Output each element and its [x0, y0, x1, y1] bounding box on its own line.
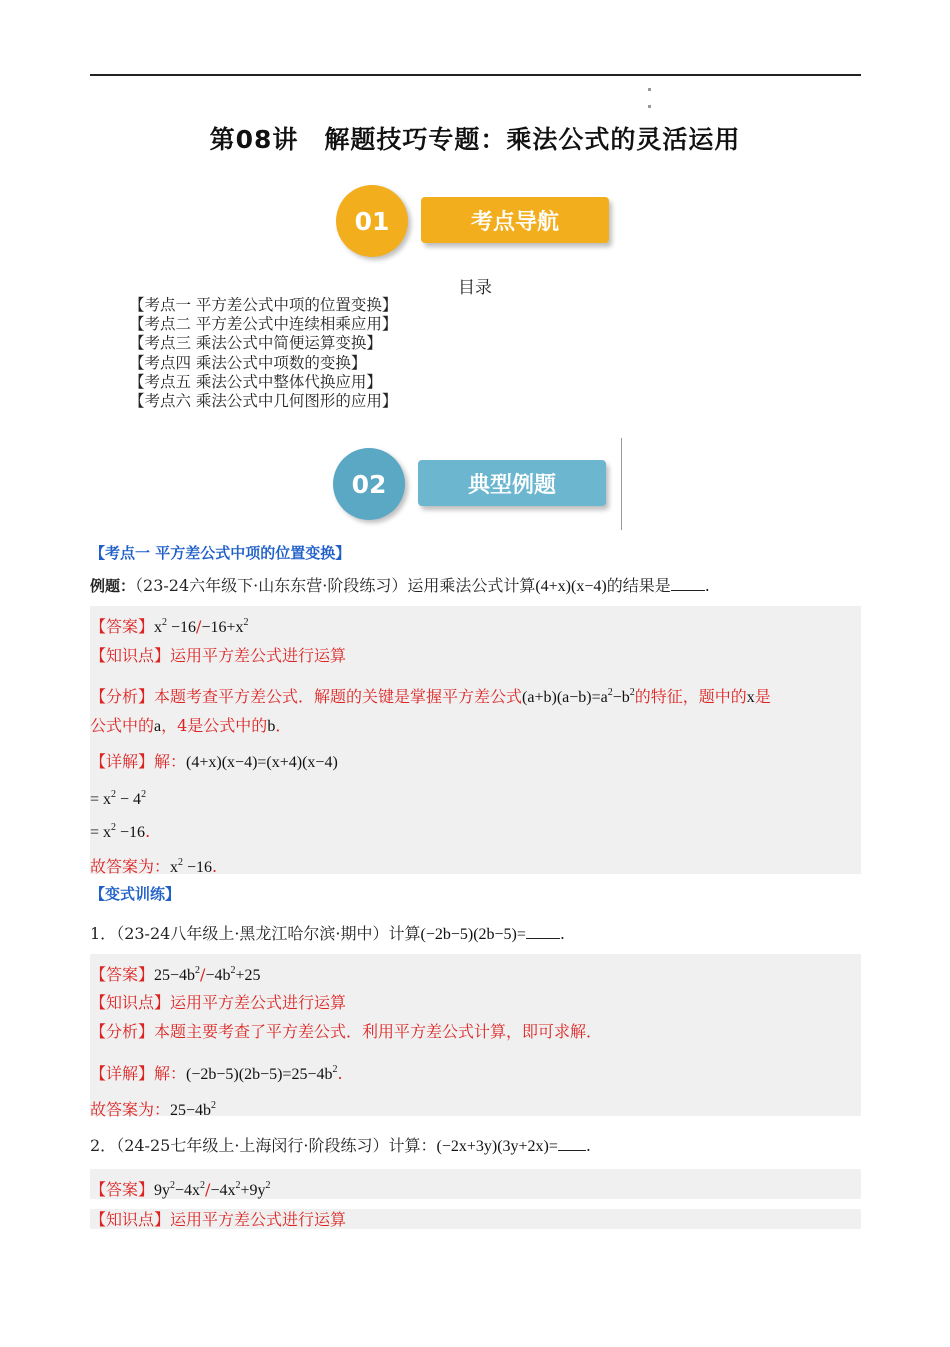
toc-item[interactable]: 【考点六 乘法公式中几何图形的应用】: [129, 392, 398, 411]
badge-label: 考点导航: [421, 197, 609, 243]
question-2: [90, 1136, 591, 1157]
toc-item[interactable]: 【考点二 平方差公式中连续相乘应用】: [129, 315, 398, 334]
detail-expr: $(-2b-5)(2b-5)=25-4b^2$: [186, 1064, 338, 1083]
question-expr: (−2b−5)(2b−5)=: [420, 926, 526, 943]
question-number: 2．: [90, 1136, 117, 1155]
question-source: （24-25七年级上·上海闵行·阶段练习）计算：: [116, 1136, 437, 1155]
question-source: （23-24八年级上·黑龙江哈尔滨·期中）计算: [116, 924, 421, 943]
example-tail: 的结果是: [606, 576, 671, 595]
answer-blank: [526, 938, 560, 939]
toc-item[interactable]: 【考点三 乘法公式中简便运算变换】: [129, 334, 382, 353]
variable-a: a: [154, 718, 162, 735]
answer-line: [90, 961, 261, 986]
knowledge-line: [90, 993, 346, 1013]
knowledge-tag: 【知识点】: [90, 993, 171, 1012]
badge-number: 02: [333, 448, 405, 520]
detail-step-3-expr: = $x^2 -16$: [90, 822, 146, 841]
knowledge-line: [90, 646, 346, 666]
detail-step-3: [90, 818, 150, 843]
answer-2: $-4x^2+9y^2$: [210, 1180, 271, 1199]
analysis-text: ，4是公式中的: [161, 716, 268, 735]
question-1: [90, 924, 565, 945]
detail-line: [90, 1060, 343, 1085]
answer-1: $9y^2-4x^2$: [154, 1180, 206, 1199]
knowledge-text: 运用平方差公式进行运算: [170, 993, 347, 1012]
example-end: .: [704, 576, 710, 595]
detail-lead: 解：: [154, 752, 187, 771]
final-lead: 故答案为：: [90, 857, 171, 876]
answer-blank: [671, 590, 705, 591]
knowledge-tag: 【知识点】: [90, 646, 171, 665]
question-end: .: [585, 1136, 591, 1155]
knowledge-line: [90, 1210, 346, 1230]
analysis-text: 的特征，题中的: [634, 687, 747, 706]
final-answer-line: [90, 1096, 216, 1121]
knowledge-tag: 【知识点】: [90, 1210, 171, 1229]
knowledge-text: 运用平方差公式进行运算: [170, 1210, 347, 1229]
answer-sep: /: [196, 617, 202, 636]
answer-tag: 【答案】: [90, 965, 155, 984]
analysis-text: 是: [754, 687, 771, 706]
detail-step-1: (4+x)(x−4)=(x+4)(x−4): [186, 754, 338, 771]
final-answer-line: [90, 853, 217, 878]
table-of-contents: [129, 296, 397, 411]
final-answer: $25-4b^2$: [170, 1100, 217, 1119]
toc-item[interactable]: 【考点一 平方差公式中项的位置变换】: [129, 296, 398, 314]
header-rule: [90, 74, 861, 76]
final-dot: .: [212, 857, 218, 876]
answer-tag: 【答案】: [90, 1180, 155, 1199]
decorative-dots: [648, 88, 652, 122]
detail-dot: .: [337, 1064, 343, 1083]
answer-2: $-16+x^2$: [201, 617, 249, 636]
formula: $(a+b)(a-b)=a^2-b^2$: [522, 687, 635, 706]
analysis-text: 本题考查平方差公式．解题的关键是掌握平方差公式: [154, 687, 523, 706]
analysis-tag: 【分析】: [90, 687, 155, 706]
detail-lead: 解：: [154, 1064, 187, 1083]
analysis-line-1: [90, 683, 771, 708]
section-heading: 【考点一 平方差公式中项的位置变换】: [90, 544, 351, 562]
final-lead: 故答案为：: [90, 1100, 171, 1119]
answer-sep: /: [200, 965, 206, 984]
variable-x: x: [746, 689, 755, 706]
example-source: （23-24六年级下·山东东营·阶段练习）运用乘法公式计算: [135, 576, 536, 595]
question-expr: (−2x+3y)(3y+2x)=: [436, 1138, 558, 1155]
analysis-text: 本题主要考查了平方差公式．利用平方差公式计算，即可求解．: [154, 1022, 603, 1041]
detail-tag: 【详解】: [90, 1064, 155, 1083]
badge-number: 01: [336, 185, 408, 257]
example-question: [90, 576, 710, 597]
answer-sep: /: [205, 1180, 211, 1199]
toc-item[interactable]: 【考点五 乘法公式中整体代换应用】: [129, 372, 382, 391]
answer-tag: 【答案】: [90, 617, 155, 636]
variable-b: b: [267, 718, 276, 735]
analysis-line-2: [90, 716, 291, 737]
answer-2: $-4b^2+25$: [205, 965, 261, 984]
answer-blank: [558, 1150, 586, 1151]
detail-step-2-expr: = $x^2 - 4^2$: [90, 789, 147, 808]
detail-line: [90, 752, 338, 773]
toc-title: 目录: [458, 278, 492, 298]
analysis-tag: 【分析】: [90, 1022, 155, 1041]
analysis-line: [90, 1022, 602, 1042]
badge-label: 典型例题: [418, 460, 606, 506]
detail-dot: .: [145, 822, 151, 841]
knowledge-text: 运用平方差公式进行运算: [170, 646, 347, 665]
analysis-text: ．: [275, 716, 292, 735]
variant-heading: 【变式训练】: [90, 885, 181, 903]
answer-line: [90, 1176, 271, 1201]
analysis-text: 公式中的: [90, 716, 155, 735]
page-title: 第08讲 解题技巧专题：乘法公式的灵活运用: [209, 125, 741, 154]
example-expr: (4+x)(x−4): [535, 578, 607, 595]
example-lead: 例题：: [90, 577, 136, 595]
detail-tag: 【详解】: [90, 752, 155, 771]
question-number: 1．: [90, 924, 117, 943]
toc-item[interactable]: 【考点四 乘法公式中项数的变换】: [129, 353, 367, 372]
divider: [621, 438, 622, 530]
answer-1: $25-4b^2$: [154, 965, 201, 984]
answer-1: $x^2 -16$: [154, 617, 197, 636]
detail-step-2: [90, 785, 146, 810]
question-end: .: [559, 924, 565, 943]
answer-line: [90, 613, 248, 638]
final-answer: $x^2 -16$: [170, 857, 213, 876]
